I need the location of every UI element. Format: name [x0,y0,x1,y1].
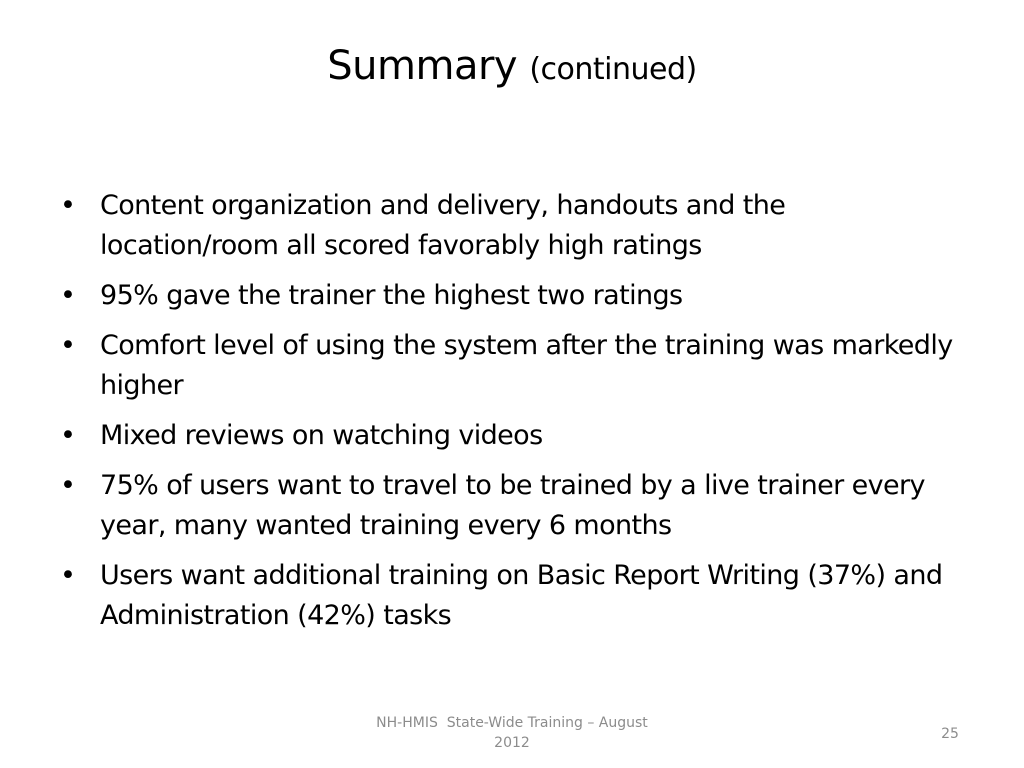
slide-title [0,40,1024,96]
bullet-marker: • [60,560,76,591]
footer-text: NH-HMIS State-Wide Training – August 2012 [376,715,653,751]
title-sub: (continued) [529,52,697,87]
bullet-item [56,326,956,406]
bullet-text: Mixed reviews on watching videos [100,420,543,451]
bullet-item [56,556,956,636]
bullet-item [56,186,956,266]
bullet-marker: • [60,190,76,221]
page-number: 25 [941,726,959,742]
bullet-item [56,276,956,316]
bullet-marker: • [60,280,76,311]
bullet-item [56,466,956,546]
bullet-marker: • [60,470,76,501]
bullet-text: 75% of users want to travel to be trained by a live trainer every year, many wanted training every 6 months [100,470,925,541]
title-main: Summary [327,43,518,89]
bullet-text: Comfort level of using the system after the training was markedly higher [100,330,953,401]
bullet-text: 95% gave the trainer the highest two ratings [100,280,683,311]
bullet-list [56,186,956,646]
bullet-marker: • [60,420,76,451]
bullet-text: Content organization and delivery, handouts and the location/room all scored favorably high ratings [100,190,786,261]
bullet-text: Users want additional training on Basic Report Writing (37%) and Administration (42%) tasks [100,560,943,631]
bullet-item [56,416,956,456]
bullet-marker: • [60,330,76,361]
